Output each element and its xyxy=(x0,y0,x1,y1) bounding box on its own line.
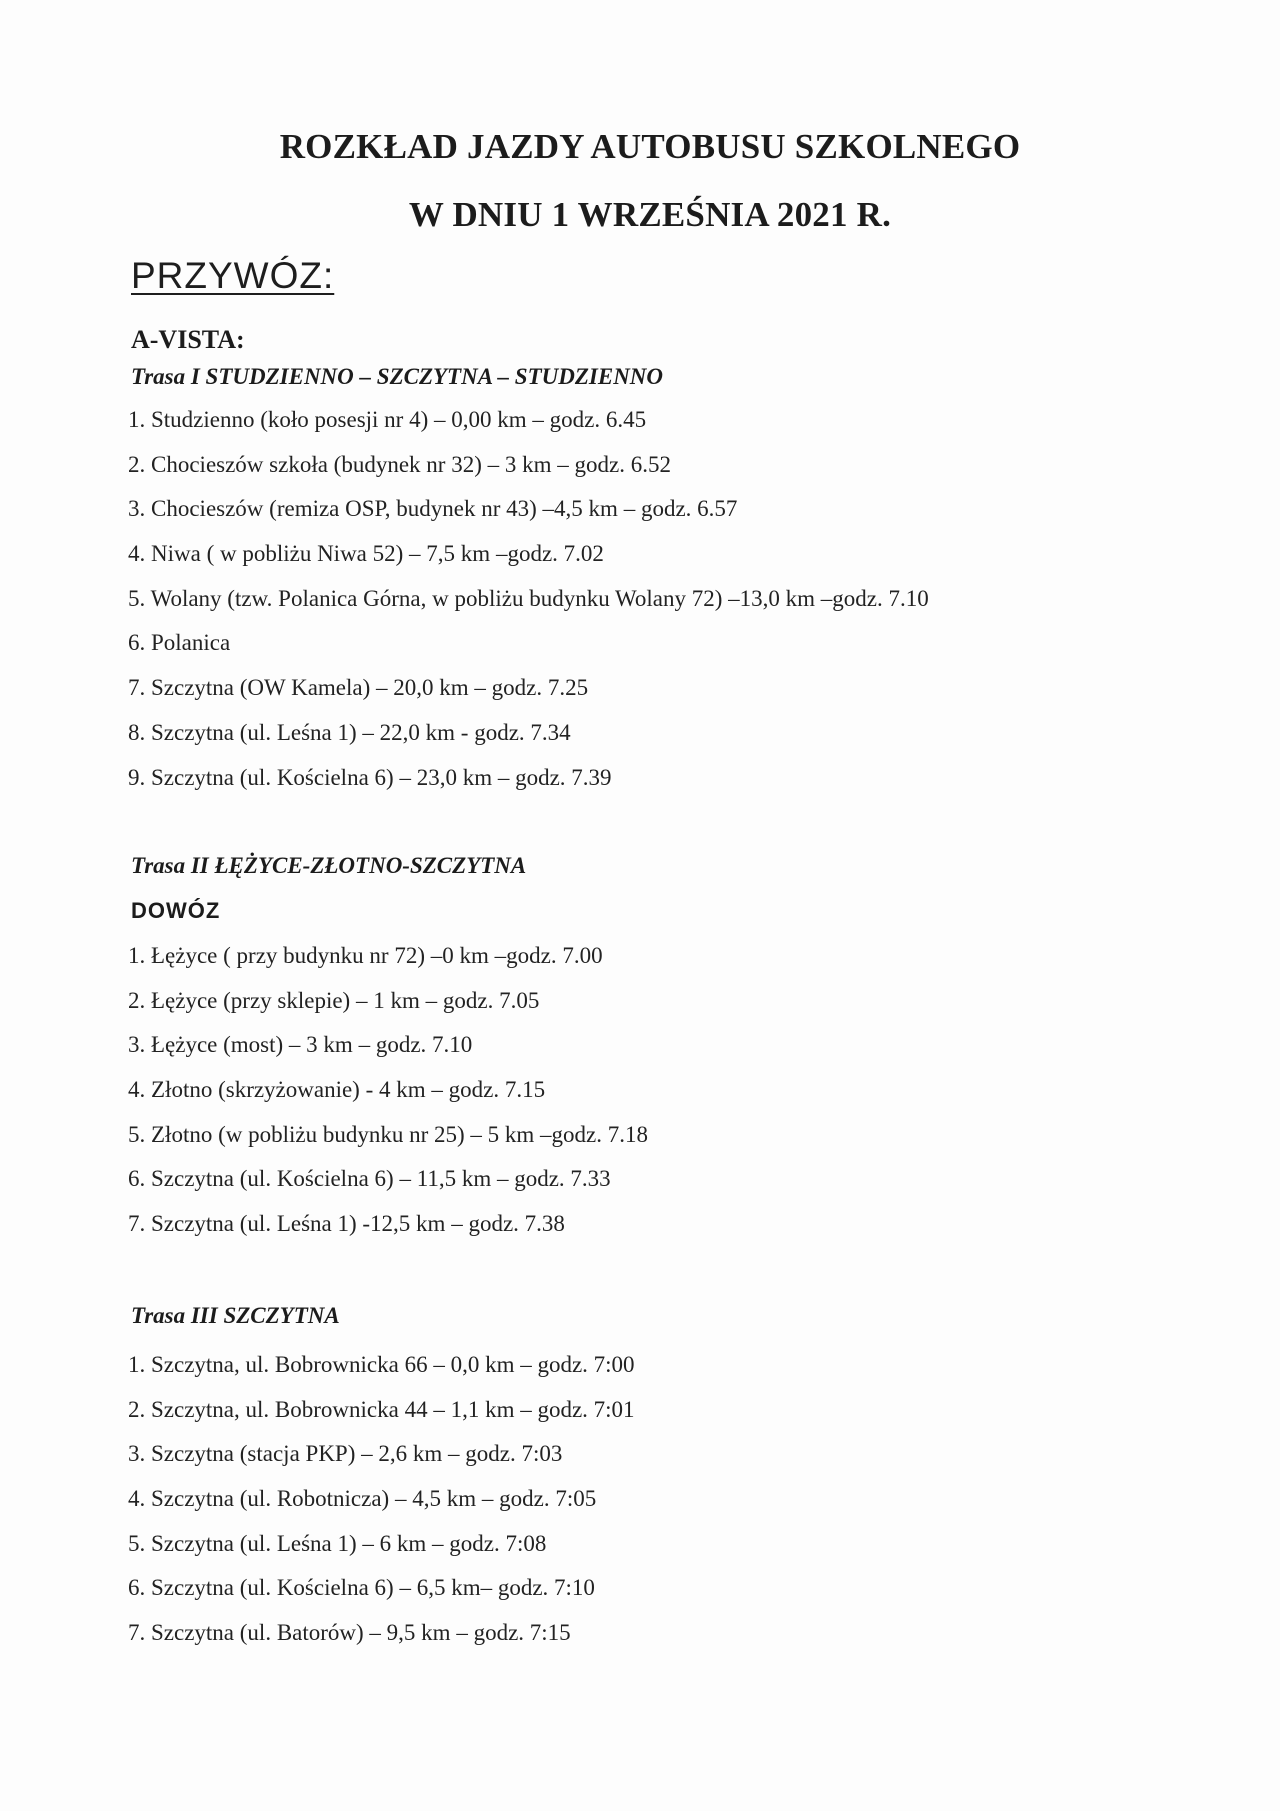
route-1-stop-1: 1. Studzienno (koło posesji nr 4) – 0,00 km – godz. 6.45 xyxy=(128,407,647,432)
route-3-stop-2: 2. Szczytna, ul. Bobrownicka 44 – 1,1 km – godz. 7:01 xyxy=(128,1396,635,1422)
route-2-stops xyxy=(128,934,648,1247)
route-2-stop-3: 3. Łężyce (most) – 3 km – godz. 7.10 xyxy=(128,1032,473,1058)
route-2-stop-1: 1. Łężyce ( przy budynku nr 72) –0 km –godz. 7.00 xyxy=(128,943,603,968)
route-3-stop-6: 6. Szczytna (ul. Kościelna 6) – 6,5 km– godz. 7:10 xyxy=(128,1575,595,1601)
route-1-stop-5: 5. Wolany (tzw. Polanica Górna, w pobliżu budynku Wolany 72) –13,0 km –godz. 7.10 xyxy=(128,585,929,611)
route-3-stop-4: 4. Szczytna (ul. Robotnicza) – 4,5 km – godz. 7:05 xyxy=(128,1486,597,1512)
route-1-stops xyxy=(128,398,929,800)
route-2-subtitle: DOWÓZ xyxy=(131,898,221,923)
route-2-stop-7: 7. Szczytna (ul. Leśna 1) -12,5 km – godz. 7.38 xyxy=(128,1211,565,1237)
route-1-stop-6: 6. Polanica xyxy=(128,630,231,656)
route-2-stop-2: 2. Łężyce (przy sklepie) – 1 km – godz. 7.05 xyxy=(128,987,540,1013)
route-3-stop-5: 5. Szczytna (ul. Leśna 1) – 6 km – godz. 7:08 xyxy=(128,1530,547,1556)
document-title-line-1: ROZKŁAD JAZDY AUTOBUSU SZKOLNEGO xyxy=(279,127,1021,166)
route-3-stops xyxy=(128,1343,635,1656)
route-3-stop-1: 1. Szczytna, ul. Bobrownicka 66 – 0,0 km – godz. 7:00 xyxy=(128,1352,635,1377)
route-2-stop-4: 4. Złotno (skrzyżowanie) - 4 km – godz. 7.15 xyxy=(128,1077,546,1103)
route-1-stop-9: 9. Szczytna (ul. Kościelna 6) – 23,0 km – godz. 7.39 xyxy=(128,764,612,790)
route-1-stop-8: 8. Szczytna (ul. Leśna 1) – 22,0 km - godz. 7.34 xyxy=(128,719,571,745)
document-title-line-2: W DNIU 1 WRZEŚNIA 2021 R. xyxy=(408,195,892,234)
route-2-stop-6: 6. Szczytna (ul. Kościelna 6) – 11,5 km – godz. 7.33 xyxy=(128,1166,611,1192)
route-1-title: Trasa I STUDZIENNO – SZCZYTNA – STUDZIENNO xyxy=(131,364,664,389)
company-heading: A-VISTA: xyxy=(131,325,245,354)
route-2-title: Trasa II ŁĘŻYCE-ZŁOTNO-SZCZYTNA xyxy=(131,853,527,878)
section-heading-przywoz: PRZYWÓZ: xyxy=(131,255,335,296)
route-3-stop-3: 3. Szczytna (stacja PKP) – 2,6 km – godz. 7:03 xyxy=(128,1441,563,1467)
route-1-stop-2: 2. Chocieszów szkoła (budynek nr 32) – 3 km – godz. 6.52 xyxy=(128,451,671,477)
route-3-title: Trasa III SZCZYTNA xyxy=(131,1303,340,1328)
route-2-stop-5: 5. Złotno (w pobliżu budynku nr 25) – 5 km –godz. 7.18 xyxy=(128,1121,649,1147)
route-1-stop-3: 3. Chocieszów (remiza OSP, budynek nr 43) –4,5 km – godz. 6.57 xyxy=(128,496,738,522)
route-1-stop-7: 7. Szczytna (OW Kamela) – 20,0 km – godz. 7.25 xyxy=(128,675,589,701)
route-1-stop-4: 4. Niwa ( w pobliżu Niwa 52) – 7,5 km –godz. 7.02 xyxy=(128,541,604,567)
route-3-stop-7: 7. Szczytna (ul. Batorów) – 9,5 km – godz. 7:15 xyxy=(128,1620,571,1646)
